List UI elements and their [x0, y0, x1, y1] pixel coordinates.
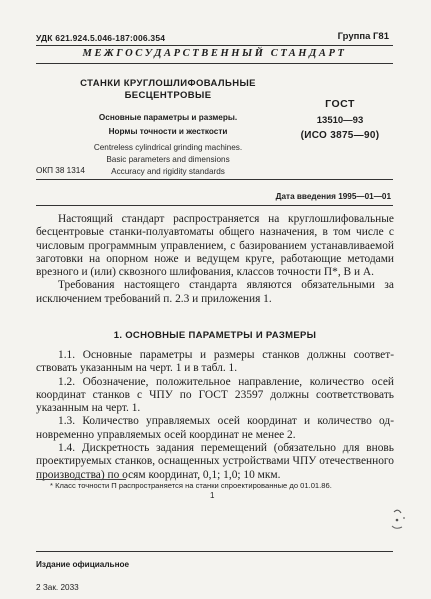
group-code: Группа Г81 [337, 31, 389, 42]
bottom-rule [36, 551, 393, 552]
iso-reference: (ИСО 3875—90) [300, 130, 380, 141]
english-title-1: Centreless cylindrical grinding machines. [93, 143, 243, 152]
ink-speck-mark [388, 506, 412, 534]
introduction-date: Дата введения 1995—01—01 [275, 192, 391, 201]
subtitle-line-2: Нормы точности и жесткости [108, 127, 228, 136]
subtitle-line-1: Основные параметры и размеры. [98, 113, 238, 122]
clause-1-2: 1.2. Обозначение, положительное направление, количество осей координат станков с ЧПУ по ГОСТ 23597 должны соответствовать указанным на черт. 1. [36, 375, 394, 415]
top-rule [36, 45, 393, 46]
section-1-text [36, 349, 394, 482]
footnote-rule [36, 479, 126, 480]
banner-rule [36, 63, 393, 64]
intro-paragraph-2: Требования настоящего стандарта являются обязательными за исключением требований п. 2.3 и приложения 1. [36, 279, 394, 305]
okp-rule [36, 179, 393, 180]
intro-text [36, 213, 394, 306]
gost-designation [290, 97, 390, 143]
clause-1-3: 1.3. Количество управляемых осей координат и количество одновременно управляемых осей координат не менее 2. [36, 415, 394, 441]
english-title-2: Basic parameters and dimensions [106, 155, 230, 164]
clause-1-4: 1.4. Дискретность задания перемещений (обязательно для вновь проектируемых станков, оснащенных устройствами ЧПУ отечественного производства) по осям координат, 0,1; 1,0; 10 мкм. [36, 442, 394, 481]
section-1-heading: 1. ОСНОВНЫЕ ПАРАМЕТРЫ И РАЗМЕРЫ [113, 330, 317, 341]
udk-code: УДК 621.924.5.046-187:006.354 [36, 33, 166, 43]
title-line-2: БЕСЦЕНТРОВЫЕ [124, 90, 212, 101]
title-line-1: СТАНКИ КРУГЛОШЛИФОВАЛЬНЫЕ [80, 78, 256, 89]
interstate-standard-banner: МЕЖГОСУДАРСТВЕННЫЙ СТАНДАРТ [82, 48, 347, 59]
date-rule [36, 205, 393, 206]
page-number: 1 [210, 491, 215, 500]
title-block [58, 78, 278, 177]
official-edition-label: Издание официальное [36, 560, 130, 569]
order-number: 2 Зак. 2033 [36, 583, 79, 592]
gost-number: 13510—93 [316, 115, 364, 126]
clause-1-1: 1.1. Основные параметры и размеры станков должны соответствовать указанным на черт. 1 и в табл. 1. [36, 349, 394, 375]
english-title-3: Accuracy and rigidity standards [111, 167, 225, 176]
intro-paragraph-1: Настоящий стандарт распространяется на круглошлифовальные бесцентровые станки-полуавтоматы общего назначения, в том числе с числовым программным управлением, с базированием устанавливаемой заготовки на опорном ноже и ведущем круге, работающие методами врезного и (или) сквозного шлифования, классов точности П*, В и А. [36, 213, 394, 279]
okp-code: ОКП 38 1314 [36, 166, 85, 175]
footnote: * Класс точности П распространяется на станки спроектированные до 01.01.86. [50, 481, 332, 490]
gost-label: ГОСТ [325, 98, 355, 110]
